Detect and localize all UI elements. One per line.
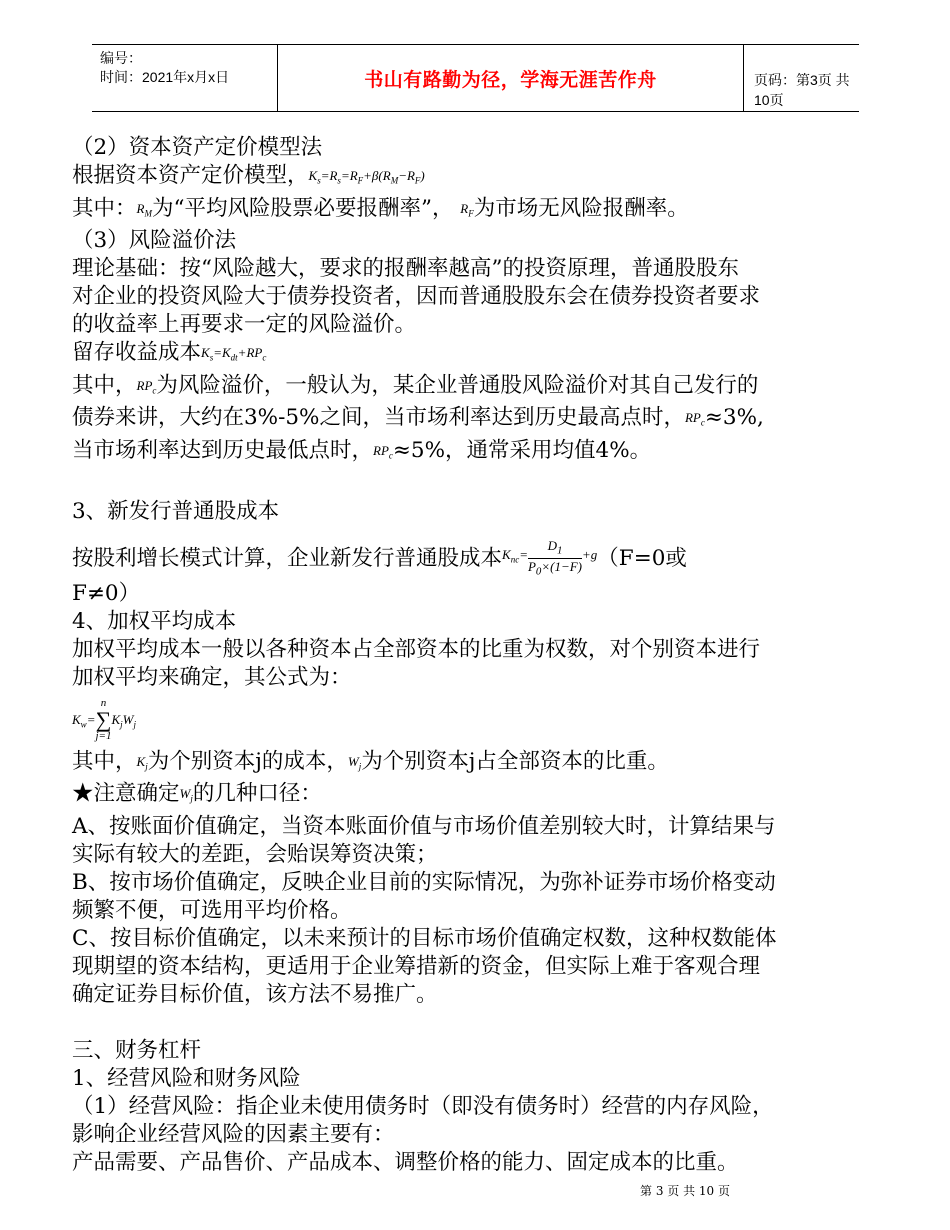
formula-wacc: $K_w=$ n ∑ j=1 $K_jW_j$ xyxy=(72,696,136,742)
para-18: 其中，$K_j$为个别资本j的成本，$W_j$为个别资本j占全部资本的比重。 xyxy=(72,748,669,774)
para-2: 根据资本资产定价模型，$K_s=R_s=R_F+\beta(R_M-R_F)$ xyxy=(72,163,425,188)
para-4: （3）风险溢价法 xyxy=(72,228,237,254)
para-3: 其中：$R_M$为“平均风险股票必要报酬率”， $R_F$为市场无风险报酬率。 xyxy=(72,195,689,221)
para-20: A、按账面价值确定，当资本账面价值与市场价值差别较大时，计算结果与 xyxy=(72,813,776,839)
header-number: 编号： xyxy=(100,50,142,66)
para-21: 实际有较大的差距，会贻误筹资决策； xyxy=(72,841,438,867)
header-time: 时间：2021年x月x日 xyxy=(100,69,230,85)
para-26: 确定证券目标价值，该方法不易推广。 xyxy=(72,981,438,1007)
document-body xyxy=(72,134,890,1177)
para-5: 理论基础：按“风险越大，要求的报酬率越高”的投资原理，普通股股东 xyxy=(72,256,739,282)
para-6: 对企业的投资风险大于债券投资者，因而普通股股东会在债券投资者要求 xyxy=(72,284,761,310)
para-25: 现期望的资本结构，更适用于企业筹措新的资金，但实际上难于客观合理 xyxy=(72,953,761,979)
para-17: 加权平均来确定，其公式为： xyxy=(72,664,352,690)
formula-retained: $K_s=K_{dt}+RP_c$ xyxy=(201,345,267,363)
para-23: 频繁不便，可选用平均价格。 xyxy=(72,897,352,923)
page-header xyxy=(92,44,859,112)
header-motto: 书山有路勤为径，学海无涯苦作舟 xyxy=(364,68,657,91)
para-12: 3、新发行普通股成本 xyxy=(72,498,280,524)
para-22: B、按市场价值确定，反映企业目前的实际情况，为弥补证券市场价格变动 xyxy=(72,869,776,895)
para-8: 留存收益成本$K_s=K_{dt}+RP_c$ xyxy=(72,340,267,366)
para-14: F≠0） xyxy=(72,580,141,606)
para-27: 三、财务杠杆 xyxy=(72,1037,202,1063)
para-19: ★注意确定$W_j$的几种口径： xyxy=(72,781,322,807)
para-29: （1）经营风险：指企业未使用债务时（即没有债务时）经营的内存风险， xyxy=(72,1093,774,1119)
formula-new-stock: $\frac{D_1}{P_0\times(1-F)}$ xyxy=(527,537,582,578)
para-15: 4、加权平均成本 xyxy=(72,608,237,634)
header-page: 页码：第3页 共10页 xyxy=(754,72,850,108)
header-motto-cell xyxy=(277,45,744,111)
para-24: C、按目标价值确定，以未来预计的目标市场价值确定权数，这种权数能体 xyxy=(72,925,777,951)
para-13: 按股利增长模式计算，企业新发行普通股成本$^{K_{nc}=}$ $\frac{D_1}{P_0\times(1-F)}$ $^{+g}$（F=0或 xyxy=(72,537,687,578)
para-11: 当市场利率达到历史最低点时，$RP_c\approx 5\%$，通常采用均值4%。 xyxy=(72,437,652,463)
formula-capm: $K_s=R_s=R_F+\beta(R_M-R_F)$ xyxy=(308,168,425,186)
page-footer: 第 3 页 共 10 页 xyxy=(640,1184,730,1198)
para-16: 加权平均成本一般以各种资本占全部资本的比重为权数，对个别资本进行 xyxy=(72,636,761,662)
para-31: 产品需要、产品售价、产品成本、调整价格的能力、固定成本的比重。 xyxy=(72,1149,739,1175)
para-1: （2）资本资产定价模型法 xyxy=(72,135,323,160)
para-7: 的收益率上再要求一定的风险溢价。 xyxy=(72,312,417,338)
para-28: 1、经营风险和财务风险 xyxy=(72,1065,301,1091)
para-10: 债券来讲，大约在3%-5%之间，当市场利率达到历史最高点时，$RP_c\approx 3\%$, xyxy=(72,405,764,431)
para-9: 其中，$RP_c$为风险溢价，一般认为，某企业普通股风险溢价对其自己发行的 xyxy=(72,372,759,398)
para-30: 影响企业经营风险的因素主要有： xyxy=(72,1121,395,1147)
header-info xyxy=(100,49,229,87)
